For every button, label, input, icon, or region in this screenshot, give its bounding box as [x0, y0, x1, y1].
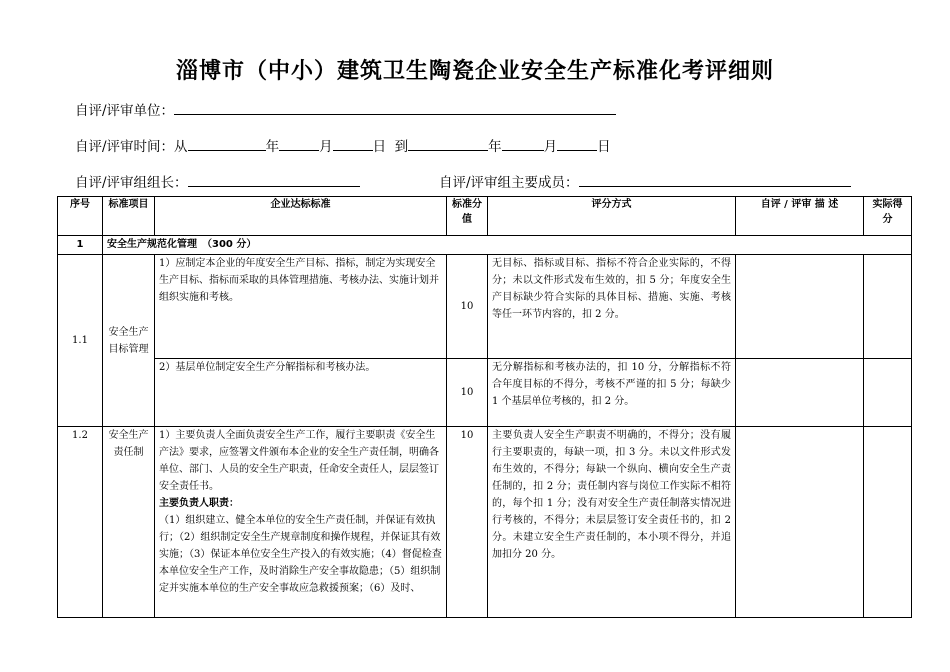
end-month-label: 月	[543, 139, 558, 155]
document-title: 淄博市（中小）建筑卫生陶瓷企业安全生产标准化考评细则	[175, 59, 774, 84]
start-day-field[interactable]	[333, 136, 373, 151]
row-item: 安全生产责任制	[103, 427, 155, 618]
review-unit-row	[75, 99, 616, 119]
end-day-label: 日	[597, 139, 611, 155]
review-time-row	[75, 135, 611, 155]
standard-intro: 1）主要负责人全面负责安全生产工作，履行主要职责《安全生产法》要求，应签署文件颁布本企业的安全生产责任制，明确各单位、部门、人员的安全生产职责，任命安全责任人，层层签订安全责任书。	[159, 430, 439, 492]
row-item: 安全生产目标管理	[103, 255, 155, 427]
row-desc-cell[interactable]	[736, 427, 864, 618]
row-actual-cell[interactable]	[864, 255, 912, 359]
row-standard: 2）基层单位制定安全生产分解指标和考核办法。	[155, 359, 447, 427]
row-method: 无分解指标和考核办法的，扣 10 分，分解指标不符合年度目标的不得分，考核不严谨的扣 5 分；每缺少 1 个基层单位考核的，扣 2 分。	[488, 359, 736, 427]
members-row	[439, 171, 851, 191]
row-score: 10	[447, 255, 488, 359]
table-row	[58, 359, 912, 427]
header-desc: 自评 / 评审 描 述	[736, 197, 864, 236]
standard-bold-heading: 主要负责人职责：	[159, 498, 239, 509]
header-seq: 序号	[58, 197, 103, 236]
end-year-field[interactable]	[408, 136, 488, 151]
start-year-label: 年	[265, 139, 280, 155]
review-unit-label: 自评/评审单位：	[75, 103, 175, 119]
header-actual: 实际得分	[864, 197, 912, 236]
section-title: 安全生产规范化管理 （300 分）	[103, 236, 912, 255]
row-method: 无目标、指标或目标、指标不符合企业实际的，不得分；未以文件形式发布生效的，扣 5 分；年度安全生产目标缺少符合实际的具体目标、措施、实施、考核等任一环节内容的，扣 2 分。	[488, 255, 736, 359]
review-time-label: 自评/评审时间：从	[75, 139, 188, 155]
assessment-table	[57, 196, 912, 618]
end-month-field[interactable]	[502, 136, 544, 151]
row-desc-cell[interactable]	[736, 359, 864, 427]
leader-field[interactable]	[188, 172, 360, 187]
row-number: 1.2	[58, 427, 103, 618]
header-item: 标准项目	[103, 197, 155, 236]
row-score: 10	[447, 359, 488, 427]
start-day-label: 日	[372, 139, 387, 155]
end-day-field[interactable]	[557, 136, 597, 151]
row-score: 10	[447, 427, 488, 618]
standard-duties: （1）组织建立、健全本单位的安全生产责任制，并保证有效执行；（2）组织制定安全生产规章制度和操作规程，并保证其有效实施；（3）保证本单位安全生产投入的有效实施；（4）督促检查本单位安全生产工作，及时消除生产安全事故隐患；（5）组织制定并实施本单位的生产安全事故应急救援预案；（6）及时、	[159, 515, 442, 594]
row-standard: 1）应制定本企业的年度安全生产目标、指标，制定为实现安全生产目标、指标而采取的具体管理措施、考核办法、实施计划并组织实施和考核。	[155, 255, 447, 359]
start-year-field[interactable]	[188, 136, 266, 151]
row-actual-cell[interactable]	[864, 427, 912, 618]
table-row	[58, 427, 912, 618]
members-field[interactable]	[579, 172, 851, 187]
leader-row	[75, 171, 360, 191]
table-row	[58, 255, 912, 359]
row-actual-cell[interactable]	[864, 359, 912, 427]
row-desc-cell[interactable]	[736, 255, 864, 359]
header-method: 评分方式	[488, 197, 736, 236]
start-month-field[interactable]	[279, 136, 319, 151]
review-unit-field[interactable]	[174, 100, 616, 115]
section-row	[58, 236, 912, 255]
row-number: 1.1	[58, 255, 103, 427]
table-header-row	[58, 197, 912, 236]
row-method: 主要负责人安全生产职责不明确的，不得分；没有履行主要职责的，每缺一项，扣 3 分。未以文件形式发布生效的，不得分；每缺一个纵向、横向安全生产责任制的，扣 2 分；责任制内容与岗位工作实际不相符的，每个扣 1 分；没有对安全生产责任制落实情况进行考核的，不得分；未层层签订安全责任书的，扣 2 分。未建立安全生产责任制的，本小项不得分，并追加扣分 20 分。	[488, 427, 736, 618]
start-month-label: 月	[319, 139, 333, 155]
header-standard: 企业达标标准	[155, 197, 447, 236]
end-year-label: 年	[488, 139, 502, 155]
members-label: 自评/评审组主要成员：	[439, 175, 579, 191]
section-number: 1	[58, 236, 103, 255]
leader-label: 自评/评审组组长：	[75, 175, 188, 191]
row-standard	[155, 427, 447, 618]
to-label: 到	[394, 139, 409, 155]
header-score: 标准分值	[447, 197, 488, 236]
